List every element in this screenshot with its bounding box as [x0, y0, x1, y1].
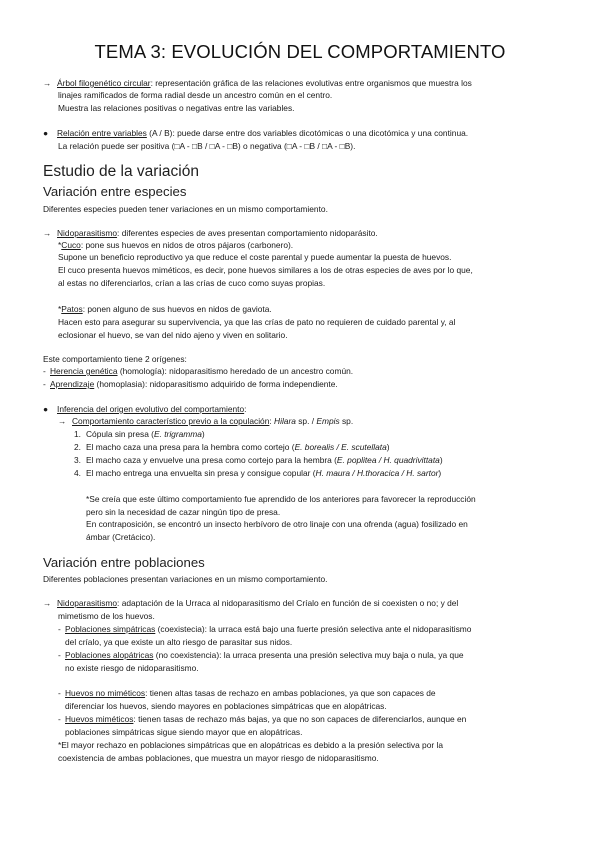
cuco-line-1	[58, 240, 558, 252]
patos-text: : ponen alguno de sus huevos en nidos de gaviota.	[82, 304, 272, 314]
term-nidoparasitismo: Nidoparasitismo	[57, 228, 118, 238]
patos-line-3: eclosionar el huevo, se van del nido ajeno y viven en solitario.	[58, 330, 288, 340]
species-empis: Empis	[316, 416, 340, 426]
comp-sep: :	[269, 416, 275, 426]
term-alopatricas: Poblaciones alopátricas	[65, 650, 154, 660]
term-inferencia: Inferencia del origen evolutivo del comportamiento	[57, 404, 245, 414]
relacion-line-2: La relación puede ser positiva (□A - □B / □A - □B) o negativa (□A - □B / □A - □B).	[58, 141, 356, 151]
comp-sep-2: sp. /	[295, 416, 317, 426]
term-no-mimeticos: Huevos no miméticos	[65, 688, 146, 698]
asterisk: *	[58, 240, 62, 250]
patos-line-2: Hacen esto para asegurar su supervivencia, ya que las crías de pato no requieren de cuidado parental y, al	[58, 317, 456, 327]
inferencia-colon: :	[244, 404, 247, 414]
arbol-line-2: linajes ramificados de forma radial desde un ancestro común en el centro.	[58, 90, 333, 100]
arbol-text: : representación gráfica de las relaciones evolutivas entre organismos que muestra los	[150, 78, 472, 88]
list-close: )	[438, 468, 442, 478]
patos-line-1	[58, 304, 558, 316]
list-item	[74, 429, 558, 441]
list-number: 4.	[74, 468, 81, 478]
dash: -	[58, 650, 61, 660]
list-close: )	[386, 442, 390, 452]
term-comportamiento: Comportamiento característico previo a la copulación	[72, 416, 270, 426]
list-text: Cópula sin presa (	[86, 429, 154, 439]
dash: -	[58, 688, 61, 698]
arbol-line-3: Muestra las relaciones positivas o negativas entre las variables.	[58, 103, 295, 113]
asterisk: *	[58, 304, 62, 314]
alopatricas-line-1	[58, 650, 558, 662]
cuco-line-4: al estas no diferenciarlos, crían a las crías de cuco como suyas propias.	[58, 278, 326, 288]
dash: -	[43, 366, 46, 376]
nomimeticos-line-1	[58, 688, 558, 700]
origen-herencia	[43, 366, 558, 378]
list-number: 3.	[74, 455, 81, 465]
alopatricas-line-2: no existe riesgo de nidoparasitismo.	[65, 663, 199, 673]
herencia-text: (homología): nidoparasitismo heredado de un ancestro común.	[117, 366, 354, 376]
final-note-line-1: *El mayor rechazo en poblaciones simpátricas que en alopátricas es debido a la presión selectiva por la	[58, 740, 444, 750]
nomimeticos-line-2: diferenciar los huevos, siendo mayores en poblaciones simpátricas que en alopátricas.	[65, 701, 387, 711]
nido-text: : adaptación de la Urraca al nidoparasitismo del Críalo en función de si coexisten o no; y del	[117, 598, 459, 608]
dash: -	[58, 714, 61, 724]
list-close: )	[201, 429, 205, 439]
arrow-icon: →	[43, 598, 52, 608]
list-close: )	[439, 455, 443, 465]
term-arbol: Árbol filogenético circular	[57, 78, 151, 88]
heading-estudio: Estudio de la variación	[43, 163, 199, 180]
term-relacion: Relación entre variables	[57, 128, 147, 138]
nidoparasitismo-especies	[43, 228, 558, 240]
list-text: El macho caza y envuelve una presa como cortejo para la hembra (	[86, 455, 337, 465]
arrow-icon: →	[43, 228, 52, 238]
subheading-especies: Variación entre especies	[43, 184, 187, 199]
comportamiento-line	[58, 416, 558, 428]
arbol-definition	[43, 78, 558, 90]
cuco-line-3: El cuco presenta huevos miméticos, es decir, pone huevos similares a los de otras especies de aves por lo que,	[58, 265, 473, 275]
term-patos: Patos	[61, 304, 83, 314]
list-species: E. poplitea / H. quadrivittata	[336, 455, 440, 465]
origen-aprendizaje	[43, 379, 558, 391]
term-aprendizaje: Aprendizaje	[50, 379, 95, 389]
poblaciones-intro: Diferentes poblaciones presentan variaciones en un mismo comportamiento.	[43, 574, 328, 584]
simpatricas-line-2: del críalo, ya que existe un alto riesgo de parasitar sus nidos.	[65, 637, 293, 647]
mimeticos-line-2: poblaciones simpátricas sigue siendo mayor que en alopátricas.	[65, 727, 303, 737]
origenes-intro: Este comportamiento tiene 2 orígenes:	[43, 354, 187, 364]
nido-text: : diferentes especies de aves presentan comportamiento nidoparásito.	[117, 228, 378, 238]
alopatricas-text: (no coexistencia): la urraca presenta una presión selectiva muy baja o nula, ya que	[153, 650, 464, 660]
term-simpatricas: Poblaciones simpátricas	[65, 624, 156, 634]
nomimeticos-text: : tienen altas tasas de rechazo en ambas poblaciones, ya que son capaces de	[145, 688, 436, 698]
list-number: 2.	[74, 442, 81, 452]
list-species: H. maura / H.thoracica / H. sartor	[315, 468, 439, 478]
inferencia-heading	[43, 404, 558, 416]
list-item	[74, 455, 558, 467]
arrow-icon: →	[43, 78, 52, 88]
list-species: E. trigramma	[153, 429, 202, 439]
comp-sep-3: sp.	[339, 416, 354, 426]
term-cuco: Cuco	[61, 240, 81, 250]
simpatricas-text: (coexistecia): la urraca está bajo una fuerte presión selectiva ante el nidoparasitismo	[155, 624, 472, 634]
subheading-poblaciones: Variación entre poblaciones	[43, 555, 205, 570]
term-nidoparasitismo: Nidoparasitismo	[57, 598, 118, 608]
list-text: El macho caza una presa para la hembra como cortejo (	[86, 442, 295, 452]
list-item	[74, 442, 558, 454]
final-note-line-2: coexistencia de ambas poblaciones, que muestra un mayor riesgo de nidoparasitismo.	[58, 753, 379, 763]
nido-line-2: mimetismo de los huevos.	[58, 611, 155, 621]
note-line-4: ámbar (Cretácico).	[86, 532, 156, 542]
bullet-icon: ●	[43, 404, 49, 414]
species-hilara: Hilara	[274, 416, 296, 426]
especies-intro: Diferentes especies pueden tener variaciones en un mismo comportamiento.	[43, 204, 328, 214]
relacion-text: (A / B): puede darse entre dos variables dicotómicas o una dicotómica y una continua.	[146, 128, 469, 138]
list-item	[74, 468, 558, 480]
simpatricas-line-1	[58, 624, 558, 636]
aprendizaje-text: (homoplasia): nidoparasitismo adquirido de forma independiente.	[94, 379, 338, 389]
cuco-text: : pone sus huevos en nidos de otros pájaros (carbonero).	[80, 240, 294, 250]
note-line-1: *Se creía que este último comportamiento fue aprendido de los anteriores para favorecer la reproducción	[86, 494, 476, 504]
note-line-2: pero sin la necesidad de cazar ningún tipo de presa.	[86, 507, 281, 517]
page-title: TEMA 3: EVOLUCIÓN DEL COMPORTAMIENTO	[94, 41, 506, 62]
list-species: E. borealis / E. scutellata	[294, 442, 387, 452]
note-line-3: En contraposición, se encontró un insecto herbívoro de otro linaje con una ofrenda (agua) fosilizado en	[86, 519, 468, 529]
relacion-definition	[43, 128, 558, 140]
list-text: El macho entrega una envuelta sin presa y consigue copular (	[86, 468, 316, 478]
bullet-icon: ●	[43, 128, 49, 138]
term-mimeticos: Huevos miméticos	[65, 714, 134, 724]
nidoparasitismo-poblaciones	[43, 598, 558, 610]
term-herencia: Herencia genética	[50, 366, 118, 376]
cuco-line-2: Supone un beneficio reproductivo ya que reduce el coste parental y puede aumentar la puesta de huevos.	[58, 252, 452, 262]
arrow-icon: →	[58, 416, 67, 426]
dash: -	[43, 379, 46, 389]
list-number: 1.	[74, 429, 81, 439]
dash: -	[58, 624, 61, 634]
mimeticos-text: : tienen tasas de rechazo más bajas, ya que no son capaces de diferenciarlos, aunque en	[133, 714, 467, 724]
mimeticos-line-1	[58, 714, 558, 726]
